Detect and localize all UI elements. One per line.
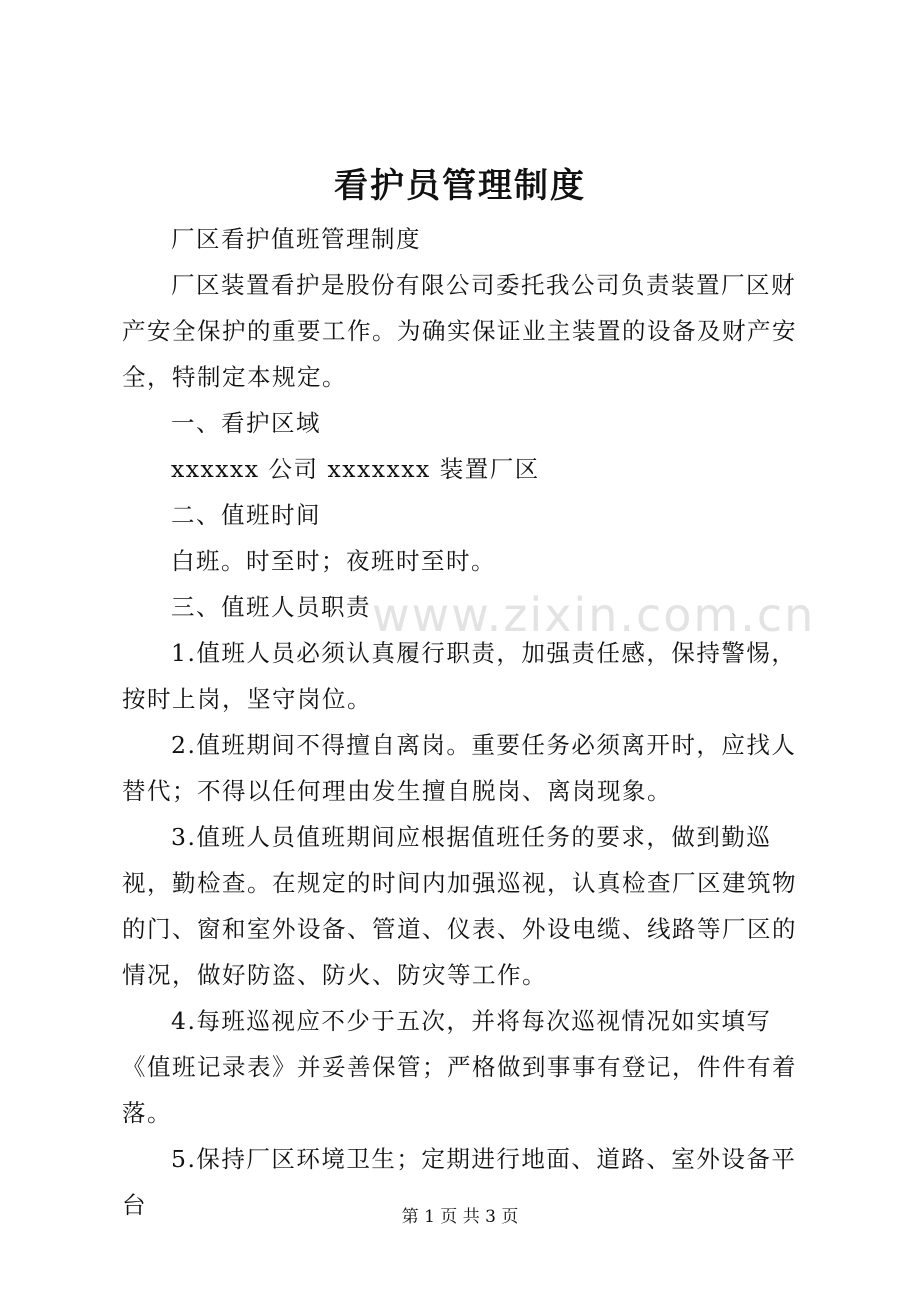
paragraph: 厂区装置看护是股份有限公司委托我公司负责装置厂区财产安全保护的重要工作。为确实保证业主装置的设备及财产安全，特制定本规定。 [122, 271, 797, 391]
document-body [122, 216, 808, 1228]
paragraph: 1.值班人员必须认真履行职责，加强责任感，保持警惕，按时上岗，坚守岗位。 [122, 639, 797, 713]
paragraph: 4.每班巡视应不少于五次，并将每次巡视情况如实填写《值班记录表》并妥善保管；严格做到事事有登记，件件有着落。 [122, 1007, 797, 1127]
paragraph: 三、值班人员职责 [171, 593, 371, 621]
paragraph: 厂区看护值班管理制度 [171, 225, 421, 253]
paragraph: 二、值班时间 [171, 501, 321, 529]
paragraph: xxxxxx 公司 xxxxxxx 装置厂区 [171, 455, 540, 483]
paragraph: 一、看护区域 [171, 409, 321, 437]
document-title: 看护员管理制度 [334, 166, 586, 206]
paragraph: 白班。时至时；夜班时至时。 [171, 547, 496, 575]
paragraph: 2.值班期间不得擅自离岗。重要任务必须离开时，应找人替代；不得以任何理由发生擅自脱岗、离岗现象。 [122, 731, 797, 805]
paragraph: 5.保持厂区环境卫生；定期进行地面、道路、室外设备平台 [122, 1145, 797, 1219]
watermark: www.zixin.com.cn [372, 588, 816, 642]
paragraph: 3.值班人员值班期间应根据值班任务的要求，做到勤巡视，勤检查。在规定的时间内加强巡视，认真检查厂区建筑物的门、窗和室外设备、管道、仪表、外设电缆、线路等厂区的情况，做好防盗、防火、防灾等工作。 [122, 823, 797, 989]
page-footer: 第 1 页 共 3 页 [401, 1207, 519, 1227]
